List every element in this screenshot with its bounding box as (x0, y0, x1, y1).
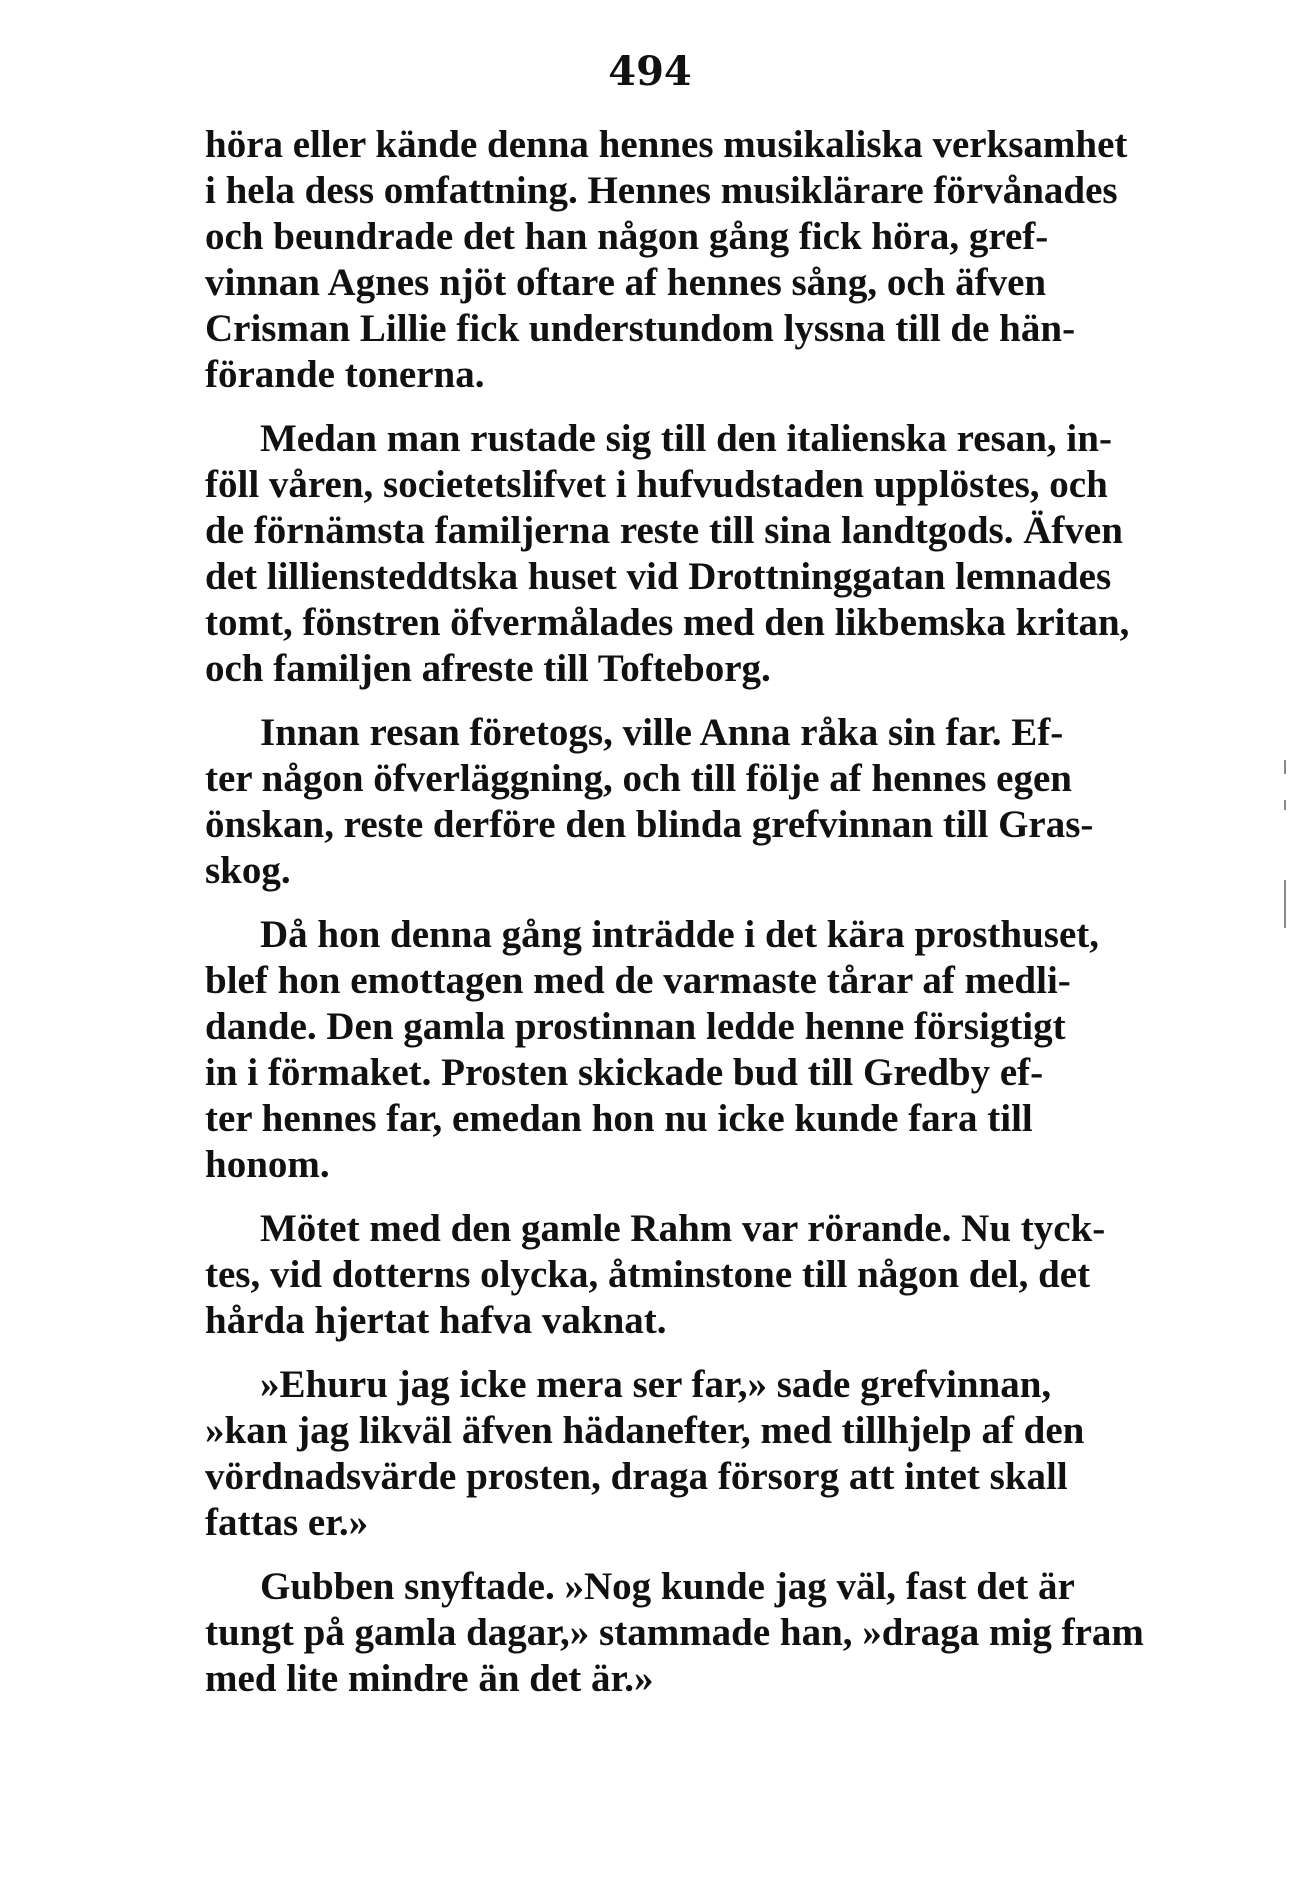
text-line: föll våren, societetslifvet i hufvudstaden upplöstes, och (205, 463, 1108, 506)
text-line: Mötet med den gamle Rahm var rörande. Nu tyck- (260, 1207, 1106, 1250)
text-line: höra eller kände denna hennes musikaliska verksamhet (205, 123, 1128, 166)
text-line: Medan man rustade sig till den italienska resan, in- (260, 417, 1112, 460)
text-line: förande tonerna. (205, 353, 485, 396)
text-line: vinnan Agnes njöt oftare af hennes sång, och äfven (205, 261, 1047, 304)
paragraph-2 (205, 416, 1220, 692)
text-line: dande. Den gamla prostinnan ledde henne försigtigt (205, 1005, 1066, 1048)
text-line: önskan, reste derföre den blinda grefvinnan till Gras- (205, 803, 1094, 846)
page-number: 494 (608, 48, 692, 95)
text-line: »kan jag likväl äfven hädanefter, med tillhjelp af den (205, 1409, 1085, 1452)
text-line: tungt på gamla dagar,» stammade han, »draga mig fram (205, 1611, 1144, 1654)
text-line: i hela dess omfattning. Hennes musiklärare förvånades (205, 169, 1118, 212)
body-text (205, 122, 1220, 1720)
paragraph-1 (205, 122, 1220, 398)
text-line: med lite mindre än det är.» (205, 1657, 654, 1700)
text-line: tomt, fönstren öfvermålades med den likbemska kritan, (205, 601, 1130, 644)
text-line: och beundrade det han någon gång fick höra, gref- (205, 215, 1049, 258)
text-line: hårda hjertat hafva vaknat. (205, 1299, 667, 1342)
text-line: och familjen afreste till Tofteborg. (205, 647, 771, 690)
text-line: fattas er.» (205, 1501, 369, 1544)
text-line: Innan resan företogs, ville Anna råka sin far. Ef- (260, 711, 1064, 754)
paragraph-6 (205, 1362, 1220, 1546)
scan-edge-marks (1284, 760, 1287, 980)
text-line: Crisman Lillie fick understundom lyssna till de hän- (205, 307, 1076, 350)
text-line: vördnadsvärde prosten, draga försorg att intet skall (205, 1455, 1068, 1498)
text-line: ter hennes far, emedan hon nu icke kunde fara till (205, 1097, 1033, 1140)
paragraph-3 (205, 710, 1220, 894)
text-line: »Ehuru jag icke mera ser far,» sade grefvinnan, (260, 1363, 1052, 1406)
edge-mark (1284, 760, 1286, 774)
paragraph-5 (205, 1206, 1220, 1344)
paragraph-4 (205, 912, 1220, 1188)
edge-mark (1284, 880, 1286, 928)
text-line: ter någon öfverläggning, och till följe af hennes egen (205, 757, 1072, 800)
paragraph-7 (205, 1564, 1220, 1702)
text-line: in i förmaket. Prosten skickade bud till Gredby ef- (205, 1051, 1044, 1094)
text-line: de förnämsta familjerna reste till sina landtgods. Äfven (205, 509, 1123, 552)
text-line: skog. (205, 849, 291, 892)
text-line: honom. (205, 1143, 330, 1186)
edge-mark (1284, 800, 1286, 810)
text-line: det lilliensteddtska huset vid Drottninggatan lemnades (205, 555, 1112, 598)
text-line: Gubben snyftade. »Nog kunde jag väl, fast det är (260, 1565, 1075, 1608)
text-line: tes, vid dotterns olycka, åtminstone till någon del, det (205, 1253, 1091, 1296)
text-line: blef hon emottagen med de varmaste tårar af medli- (205, 959, 1071, 1002)
text-line: Då hon denna gång inträdde i det kära prosthuset, (260, 913, 1100, 956)
